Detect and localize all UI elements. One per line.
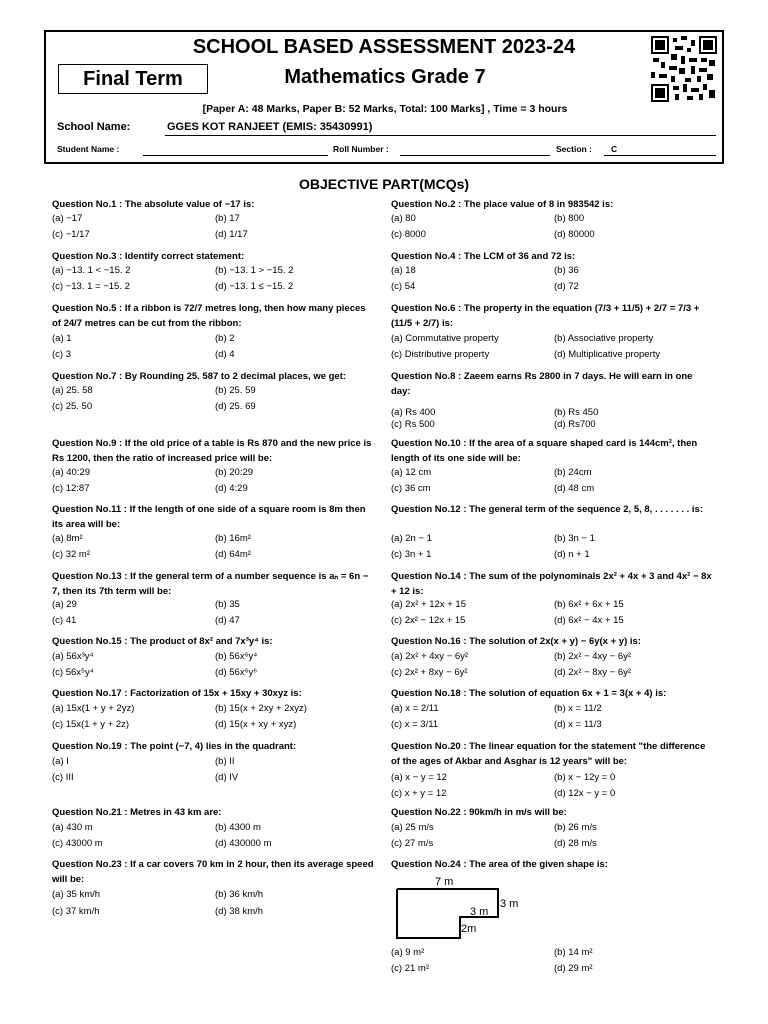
option-b[interactable]: (b) Associative property [554,333,654,344]
option-d[interactable]: (d) 4 [215,349,235,360]
figure-inner-label: 3 m [470,906,489,918]
question-text: Question No.10 : If the area of a square shaped card is 144cm², then length of its one side will be: [391,438,698,464]
option-d[interactable]: (d) 12x − y = 0 [554,788,616,799]
question-text: Question No.9 : If the old price of a table is Rs 870 and the new price is Rs 1200, then the ratio of increased price will be: [52,438,372,464]
option-c[interactable]: (c) x = 3/11 [391,719,439,730]
student-label: Student Name : [57,144,120,154]
question-text: Question No.19 : The point (−7, 4) lies in the quadrant: [52,741,297,752]
option-b[interactable]: (b) 56x⁶y⁴ [215,651,258,662]
option-a[interactable]: (a) 29 [52,599,77,610]
option-b[interactable]: (b) 14 m² [554,947,593,958]
option-d[interactable]: (d) 47 [215,615,240,626]
option-c[interactable]: (c) Distributive property [391,349,490,360]
option-b[interactable]: (b) 2x² − 4xy − 6y² [554,651,632,662]
question-text: Question No.20 : The linear equation for the statement "the difference of the ages of Akbar and Asghar is 12 years" will be: [391,741,706,767]
option-d[interactable]: (d) 38 km/h [215,906,264,917]
option-d[interactable]: (d) 6x² − 4x + 15 [554,615,624,626]
option-c[interactable]: (c) 56x⁵y⁴ [52,667,94,678]
roll-label: Roll Number : [333,144,389,154]
question-text: Question No.16 : The solution of 2x(x + y) − 6y(x + y) is: [391,636,641,647]
option-b[interactable]: (b) 2 [215,333,235,344]
option-d[interactable]: (d) x = 11/3 [554,719,602,730]
option-a[interactable]: (a) 2x² + 4xy − 6y² [391,651,469,662]
question-text: Question No.17 : Factorization of 15x + 15xy + 30xyz is: [52,688,302,699]
question-text: Question No.5 : If a ribbon is 72/7 metres long, then how many pieces of 24/7 metres can be cut from the ribbon: [52,303,366,329]
option-a[interactable]: (a) 56x³y⁴ [52,651,94,662]
option-b[interactable]: (b) 6x² + 6x + 15 [554,599,624,610]
option-a[interactable]: (a) 2x² + 12x + 15 [391,599,466,610]
option-b[interactable]: (b) 17 [215,213,240,224]
question-text: Question No.12 : The general term of the sequence 2, 5, 8, . . . . . . . is: [391,504,703,515]
option-b[interactable]: (b) 35 [215,599,240,610]
option-a[interactable]: (a) 40:29 [52,467,91,478]
question-text: Question No.18 : The solution of equation 6x + 1 = 3(x + 4) is: [391,688,667,699]
question-text: Question No.23 : If a car covers 70 km in 2 hour, then its average speed will be: [52,859,374,885]
option-b[interactable]: (b) 4300 m [215,822,261,833]
option-a[interactable]: (a) 12 cm [391,467,432,478]
option-d[interactable]: (d) 2x² − 8xy − 6y² [554,667,632,678]
option-b[interactable]: (b) 15(x + 2xy + 2xyz) [215,703,307,714]
option-a[interactable]: (a) 80 [391,213,416,224]
question-text: Question No.7 : By Rounding 25. 587 to 2 decimal places, we get: [52,371,347,382]
question-text: Question No.13 : If the general term of a number sequence is aₙ = 6n − 7, then its 7th term will be: [52,571,369,597]
option-a[interactable]: (a) I [52,756,69,767]
option-c[interactable]: (c) 54 [391,281,416,292]
option-c[interactable]: (c) 36 cm [391,483,431,494]
question-text: Question No.11 : If the length of one side of a square room is 8m then its area will be: [52,504,366,530]
option-b[interactable]: (b) 20:29 [215,467,254,478]
option-c[interactable]: (c) III [52,772,74,783]
roll-number-field[interactable] [400,155,550,156]
option-c[interactable]: (c) 32 m² [52,549,90,560]
question-text: Question No.6 : The property in the equation (7/3 + 11/5) + 2/7 = 7/3 + (11/5 + 2/7) is: [391,303,700,329]
figure-top-label: 7 m [435,876,454,888]
option-d[interactable]: (d) 72 [554,281,579,292]
option-d[interactable]: (d) 80000 [554,229,595,240]
option-c[interactable]: (c) 37 km/h [52,906,100,917]
student-name-field[interactable] [143,155,328,156]
qr-code-icon [651,36,717,102]
option-b[interactable]: (b) Rs 450 [554,407,599,418]
section-value: C [611,144,618,154]
option-c[interactable]: (c) −13. 1 = −15. 2 [52,281,130,292]
term-box: Final Term [58,64,208,94]
option-c[interactable]: (c) 43000 m [52,838,103,849]
question-text: Question No.2 : The place value of 8 in 983542 is: [391,199,614,210]
option-d[interactable]: (d) 1/17 [215,229,248,240]
option-b[interactable]: (b) 25. 59 [215,385,256,396]
option-a[interactable]: (a) −13. 1 < −15. 2 [52,265,131,276]
question-text: Question No.8 : Zaeem earns Rs 2800 in 7 days. He will earn in one day: [391,371,693,397]
option-c[interactable]: (c) 12:87 [52,483,90,494]
option-d[interactable]: (d) Rs700 [554,419,596,430]
section-title: OBJECTIVE PART(MCQs) [298,176,470,192]
option-d[interactable]: (d) 25. 69 [215,401,256,412]
option-c[interactable]: (c) 8000 [391,229,426,240]
option-d[interactable]: (d) n + 1 [554,549,590,560]
question-text: Question No.22 : 90km/h in m/s will be: [391,807,567,818]
option-b[interactable]: (b) 3n − 1 [554,533,595,544]
school-name: GGES KOT RANJEET (EMIS: 35430991) [167,121,373,133]
option-b[interactable]: (b) 36 km/h [215,889,264,900]
option-a[interactable]: (a) Commutative property [391,333,499,344]
option-c[interactable]: (c) 41 [52,615,77,626]
question-text: Question No.21 : Metres in 43 km are: [52,807,222,818]
option-a[interactable]: (a) x = 2/11 [391,703,439,714]
option-c[interactable]: (c) 2x² + 8xy − 6y² [391,667,468,678]
option-c[interactable]: (c) −1/17 [52,229,90,240]
question-text: Question No.3 : Identify correct statement: [52,251,245,262]
option-a[interactable]: (a) 15x(1 + y + 2yz) [52,703,135,714]
option-a[interactable]: (a) 430 m [52,822,93,833]
option-d[interactable]: (d) 15(x + xy + xyz) [215,719,297,730]
option-c[interactable]: (c) 27 m/s [391,838,434,849]
section-field[interactable] [604,155,716,156]
exam-subtitle: Mathematics Grade 7 [284,66,486,88]
figure-right-label: 3 m [500,898,519,910]
option-a[interactable]: (a) Rs 400 [391,407,436,418]
option-b[interactable]: (b) II [215,756,235,767]
option-a[interactable]: (a) 1 [52,333,72,344]
option-d[interactable]: (d) 64m² [215,549,251,560]
option-b[interactable]: (b) 24cm [554,467,592,478]
option-d[interactable]: (d) IV [215,772,239,783]
question-text: Question No.1 : The absolute value of −17 is: [52,199,255,210]
section-label: Section : [556,144,592,154]
option-b[interactable]: (b) 26 m/s [554,822,597,833]
option-a[interactable]: (a) 18 [391,265,416,276]
option-b[interactable]: (b) x = 11/2 [554,703,602,714]
option-b[interactable]: (b) x − 12y = 0 [554,772,616,783]
exam-title: SCHOOL BASED ASSESSMENT 2023-24 [192,36,576,58]
option-c[interactable]: (c) 2x² − 12x + 15 [391,615,466,626]
option-d[interactable]: (d) Multiplicative property [554,349,661,360]
question-text: Question No.4 : The LCM of 36 and 72 is: [391,251,576,262]
question-text: Question No.14 : The sum of the polynominals 2x² + 4x + 3 and 4x² − 8x + 12 is: [391,571,712,597]
option-c[interactable]: (c) Rs 500 [391,419,435,430]
option-a[interactable]: (a) 9 m² [391,947,425,958]
paper-info: [Paper A: 48 Marks, Paper B: 52 Marks, Total: 100 Marks] , Time = 3 hours [202,103,568,115]
option-b[interactable]: (b) 36 [554,265,579,276]
option-b[interactable]: (b) 16m² [215,533,251,544]
l-shape-figure [392,875,532,945]
option-b[interactable]: (b) −13. 1 > −15. 2 [215,265,294,276]
option-a[interactable]: (a) 25. 58 [52,385,93,396]
option-d[interactable]: (d) 29 m² [554,963,593,974]
option-a[interactable]: (a) 35 km/h [52,889,101,900]
question-text: Question No.24 : The area of the given shape is: [391,859,608,870]
option-a[interactable]: (a) 25 m/s [391,822,434,833]
option-d[interactable]: (d) −13. 1 ≤ −15. 2 [215,281,294,292]
option-b[interactable]: (b) 800 [554,213,585,224]
option-c[interactable]: (c) 21 m² [391,963,429,974]
option-a[interactable]: (a) −17 [52,213,83,224]
figure-bottom-label: 2m [461,923,477,935]
option-d[interactable]: (d) 28 m/s [554,838,597,849]
option-c[interactable]: (c) 15x(1 + y + 2z) [52,719,130,730]
option-c[interactable]: (c) 25. 50 [52,401,93,412]
option-a[interactable]: (a) 8m² [52,533,83,544]
option-c[interactable]: (c) x + y = 12 [391,788,447,799]
question-text: Question No.15 : The product of 8x² and 7x³y⁴ is: [52,636,273,647]
option-c[interactable]: (c) 3n + 1 [391,549,432,560]
option-a[interactable]: (a) 2n − 1 [391,533,432,544]
option-c[interactable]: (c) 3 [52,349,71,360]
option-a[interactable]: (a) x − y = 12 [391,772,447,783]
option-d[interactable]: (d) 430000 m [215,838,272,849]
option-d[interactable]: (d) 56x⁶y⁶ [215,667,258,678]
option-d[interactable]: (d) 4:29 [215,483,248,494]
school-line [165,135,716,136]
school-label: School Name: [57,121,131,133]
option-d[interactable]: (d) 48 cm [554,483,595,494]
